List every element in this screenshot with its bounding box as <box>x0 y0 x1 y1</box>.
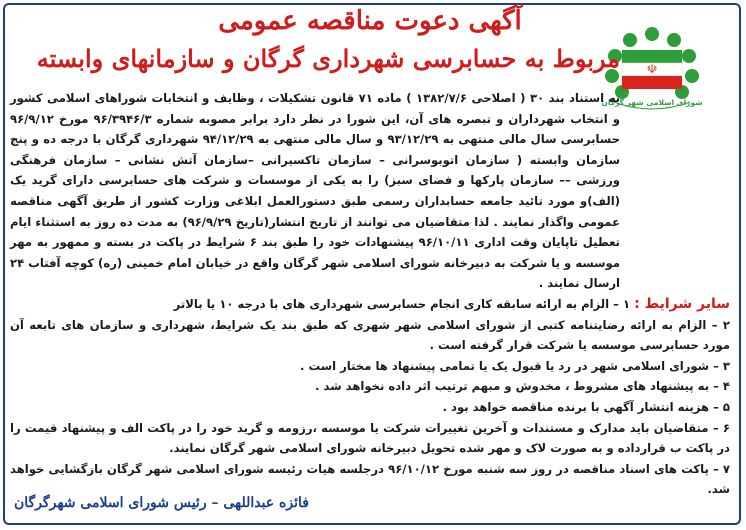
condition-item: ۱ – الزام به ارائه سابقه کاری انجام حسابرسی شهرداری های با درجه ۱۰ یا بالاتر <box>173 296 631 311</box>
signature: فائزه عبداللهی – رئیس شورای اسلامی شهرگرگان <box>14 495 309 511</box>
condition-item: ۶ – متقاضیان باید مدارک و مستندات و آخرین تغییرات شرکت یا موسسه ،رزومه و گرید خود را در پاکت الف و پیشنهاد قیمت را در پاکت ب قرارداده و به صورت لاک و مهر شده تحویل دبیرخانه شورای اسلامی شهر گرگان نمایند. <box>10 420 730 456</box>
conditions-heading: سایر شرایط : <box>634 295 730 312</box>
notice-subtitle: مربوط به حسابرسی شهرداری گرگان و سازمانهای وابسته <box>36 44 620 73</box>
svg-text:☫: ☫ <box>646 62 658 76</box>
intro-paragraph: به استناد بند ۳۰ ( اصلاحی ۱۳۸۲/۷/۶ ) ماده ۷۱ قانون تشکیلات ، وظایف و انتخابات شوراهای اسلامی کشور و انتخاب شهرداران و تبصره های آن، این شورا در نظر دارد برابر مصوبه شماره ۹۶/۳۹۴۶/۳ مورخ ۹۶/۹/۱۲ حسابرسی سال مالی منتهی به ۹۳/۱۲/۲۹ و سال مالی منتهی به ۹۴/۱۲/۲۹ شهرداری گرگان با درجه ده و پنج سازمان وابسته ( سازمان اتوبوسرانی – سازمان تاکسیرانی –سازمان آتش نشانی – سازمان فرهنگی ورزشی –– سازمان پارکها و فضای سبز) را به یکی از موسسات و شرکت های حسابرسی دارای گرید یک (الف)و مورد تائید جامعه حسابداران رسمی طبق دستورالعمل ابلاغی وزارت کشور از طریق آگهی مناقصه عمومی واگذار نمایند . لذا متقاضیان می توانند از تاریخ انتشار(تاریخ ۹۶/۹/۲۹) به مدت ده روز به استثناء ایام تعطیل تاپایان وقت اداری ۹۶/۱۰/۱۱ پیشنهادات خود را طبق بند ۶ شرایط در پاکت در بسته و ممهور به مهر موسسه و یا شرکت به دبیرخانه شورای اسلامی شهر گرگان واقع در خیابان امام خمینی (ره) کوچه آفتاب ۲۴ ارسال نمایند . <box>10 91 621 291</box>
condition-first <box>10 294 730 315</box>
condition-item: ۴ – به پیشنهاد های مشروط ، مخدوش و مبهم ترتیب اثر داده نخواهد شد . <box>315 379 730 394</box>
logo-caption: شورای اسلامی شهر گرگان <box>601 98 703 107</box>
condition-item: ۲ – الزام به ارائه رضایتنامه کتبی از شورای اسلامی شهر شهری که طبق بند یک شرایط، شهرداری و سازمان های تابعه آن مورد حسابرسی موسسه یا شرکت قرار گرفته است . <box>10 317 730 353</box>
condition-item: ۵ – هزینه انتشار آگهی با برنده مناقصه خواهد بود . <box>442 399 730 414</box>
notice-title: آگهی دعوت مناقصه عمومی <box>218 6 522 36</box>
condition-item: ۷ – پاکت های اسناد مناقصه در روز سه شنبه مورخ ۹۶/۱۰/۱۲ درجلسه هیات رئیسه شورای اسلامی شهر گرگان بازگشایی خواهد شد. <box>10 461 730 497</box>
condition-item: ۳ – شورای اسلامی شهر در رد یا قبول یک یا تمامی پیشنهاد ها مختار است . <box>300 358 730 373</box>
notice-body <box>10 88 730 500</box>
